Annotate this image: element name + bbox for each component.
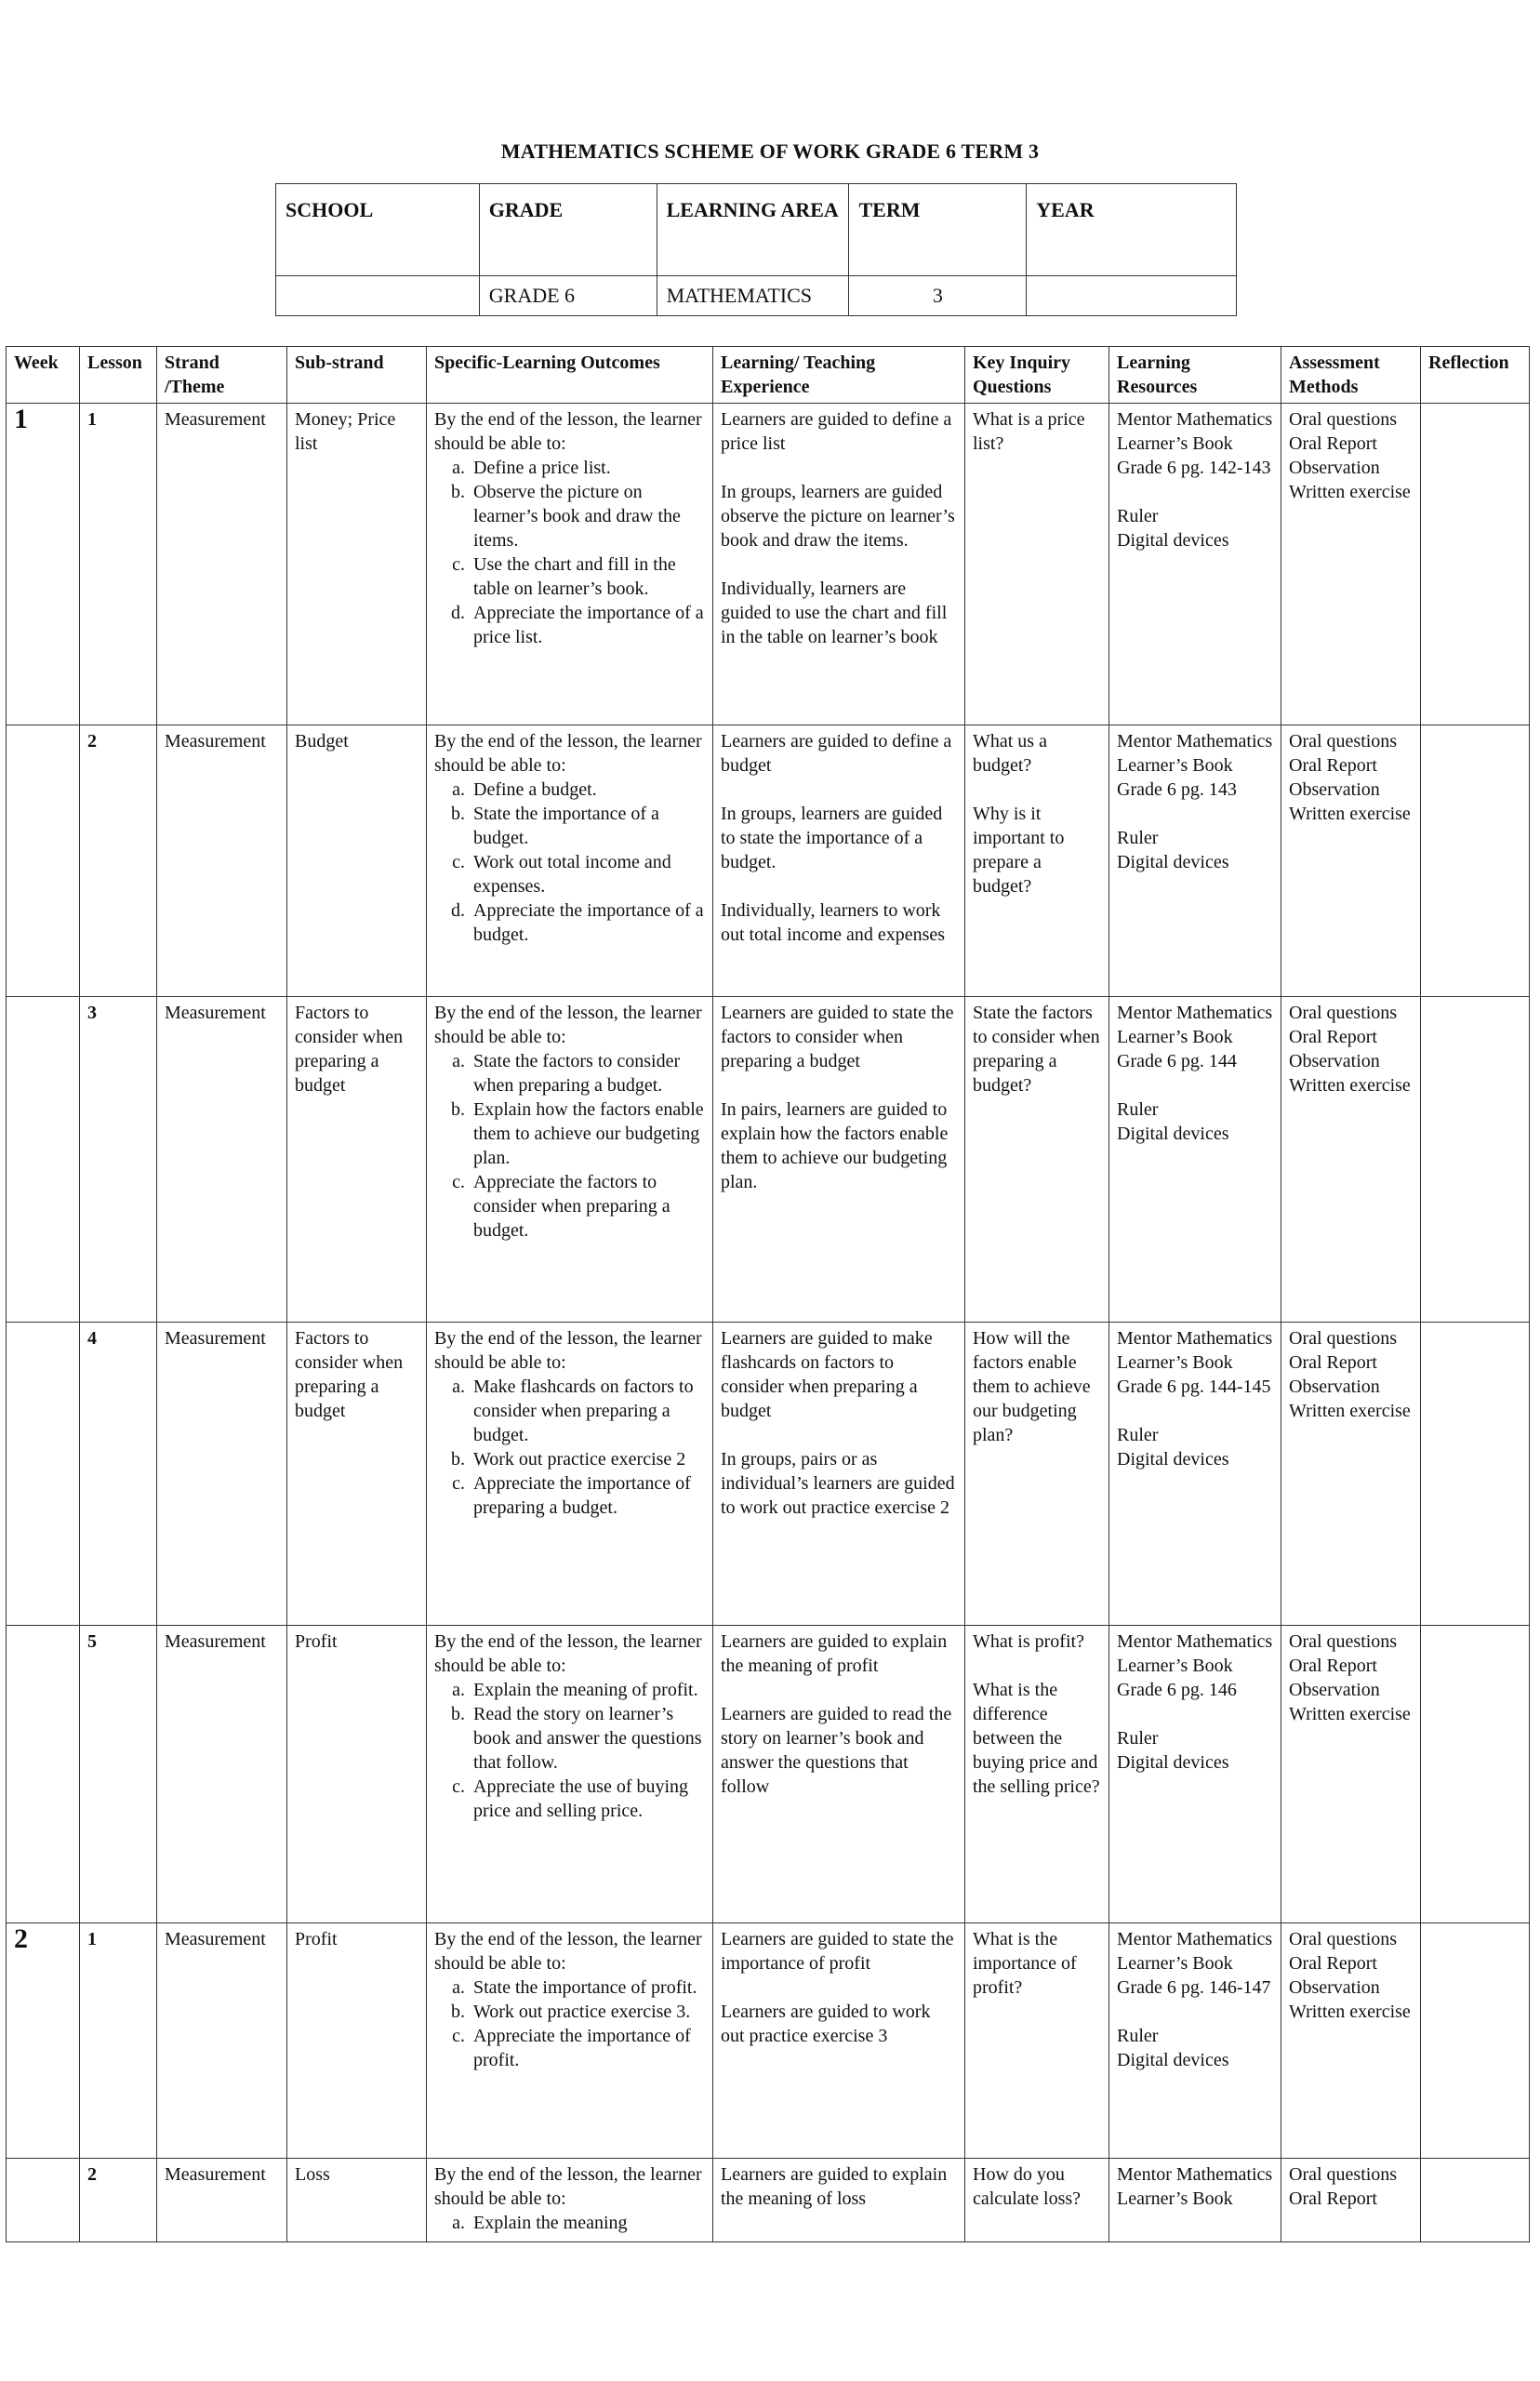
- resource-gap: [1117, 802, 1273, 826]
- assessment-item: Written exercise: [1289, 1401, 1411, 1421]
- outcome-item: a. State the importance of profit.: [470, 1975, 705, 2000]
- resource-item: Mentor Mathematics Learner’s Book Grade 6 pg. 144-145: [1117, 1328, 1273, 1397]
- assessment-item: Observation: [1289, 779, 1380, 800]
- outcomes-intro: By the end of the lesson, the learner should be able to:: [434, 1328, 702, 1373]
- table-row: [7, 1923, 1530, 2159]
- outcome-item: c. Appreciate the importance of preparing a budget.: [470, 1471, 705, 1520]
- strand-cell: Measurement: [157, 725, 287, 997]
- resources-cell: [1109, 1626, 1281, 1923]
- experience-paragraph: Individually, learners are guided to use the chart and fill in the table on learner’s book: [721, 579, 948, 647]
- experience-cell: [713, 2159, 965, 2242]
- week-cell: [7, 997, 80, 1323]
- lesson-cell: 1: [80, 404, 157, 725]
- questions-cell: [965, 997, 1109, 1323]
- strand-cell: Measurement: [157, 404, 287, 725]
- header-table: [275, 183, 1237, 316]
- questions-cell: [965, 725, 1109, 997]
- table-row: [7, 997, 1530, 1323]
- assessment-item: Oral questions: [1289, 1328, 1398, 1349]
- outcomes-cell: [427, 1626, 713, 1923]
- reflection-cell: [1421, 1323, 1530, 1626]
- table-row: [7, 2159, 1530, 2242]
- substrand-cell: Budget: [287, 725, 427, 997]
- assessment-item: Oral Report: [1289, 1027, 1377, 1047]
- questions-cell: [965, 404, 1109, 725]
- experience-paragraph: Individually, learners to work out total income and expenses: [721, 900, 946, 945]
- outcome-item: a. Make flashcards on factors to consider when preparing a budget.: [470, 1375, 705, 1447]
- outcomes-intro: By the end of the lesson, the learner should be able to:: [434, 1631, 702, 1676]
- experience-paragraph: Learners are guided to read the story on learner’s book and answer the questions that follow: [721, 1704, 952, 1797]
- table-row: [7, 1323, 1530, 1626]
- experience-paragraph: Learners are guided to work out practice exercise 3: [721, 2002, 931, 2046]
- assessment-item: Oral Report: [1289, 1352, 1377, 1373]
- outcome-item: c. Use the chart and fill in the table on learner’s book.: [470, 552, 705, 601]
- reflection-cell: [1421, 1923, 1530, 2159]
- resources-cell: [1109, 997, 1281, 1323]
- experience-paragraph: Learners are guided to state the factors to consider when preparing a budget: [721, 1003, 954, 1071]
- resource-item: Digital devices: [1117, 1752, 1229, 1773]
- experience-cell: [713, 1323, 965, 1626]
- header-label-year: YEAR: [1027, 184, 1237, 276]
- outcome-item: a. State the factors to consider when preparing a budget.: [470, 1049, 705, 1097]
- assessment-cell: [1281, 2159, 1421, 2242]
- outcomes-list: [434, 1975, 705, 2072]
- header-value-grade: GRADE 6: [479, 276, 657, 316]
- assessment-cell: [1281, 404, 1421, 725]
- substrand-cell: Loss: [287, 2159, 427, 2242]
- col-header-strand: Strand /Theme: [157, 347, 287, 404]
- col-header-resources: Learning Resources: [1109, 347, 1281, 404]
- substrand-cell: Profit: [287, 1626, 427, 1923]
- outcomes-list: [434, 2211, 705, 2235]
- assessment-cell: [1281, 997, 1421, 1323]
- outcome-item: a. Define a budget.: [470, 778, 705, 802]
- strand-cell: Measurement: [157, 1626, 287, 1923]
- questions-cell: [965, 1923, 1109, 2159]
- col-header-experience: Learning/ Teaching Experience: [713, 347, 965, 404]
- resource-item: Mentor Mathematics Learner’s Book Grade 6 pg. 142-143: [1117, 409, 1273, 478]
- week-cell: [7, 1323, 80, 1626]
- experience-cell: [713, 1923, 965, 2159]
- outcomes-intro: By the end of the lesson, the learner should be able to:: [434, 409, 702, 454]
- outcomes-list: [434, 778, 705, 947]
- table-row: [7, 404, 1530, 725]
- resource-item: Digital devices: [1117, 2050, 1229, 2070]
- reflection-cell: [1421, 404, 1530, 725]
- resource-item: Ruler: [1117, 2026, 1159, 2046]
- week-cell: 1: [7, 404, 80, 725]
- week-cell: 2: [7, 1923, 80, 2159]
- inquiry-question: How do you calculate loss?: [973, 2164, 1082, 2209]
- assessment-item: Oral Report: [1289, 755, 1377, 776]
- experience-paragraph: Learners are guided to define a budget: [721, 731, 952, 776]
- assessment-cell: [1281, 1626, 1421, 1923]
- inquiry-question: State the factors to consider when preparing a budget?: [973, 1003, 1100, 1096]
- week-cell: [7, 1626, 80, 1923]
- assessment-item: Oral questions: [1289, 731, 1398, 752]
- resource-gap: [1117, 480, 1273, 504]
- inquiry-question: What is a price list?: [973, 409, 1085, 454]
- experience-paragraph: Learners are guided to state the importance of profit: [721, 1929, 954, 1974]
- header-value-learning-area: MATHEMATICS: [657, 276, 849, 316]
- outcome-item: b. Observe the picture on learner’s book and draw the items.: [470, 480, 705, 552]
- experience-paragraph: In pairs, learners are guided to explain how the factors enable them to achieve our budgeting plan.: [721, 1099, 949, 1192]
- outcomes-cell: [427, 997, 713, 1323]
- assessment-item: Observation: [1289, 1377, 1380, 1397]
- outcome-item: b. Work out practice exercise 2: [470, 1447, 705, 1471]
- assessment-cell: [1281, 725, 1421, 997]
- inquiry-question: What is the difference between the buying price and the selling price?: [973, 1680, 1100, 1797]
- assessment-item: Oral Report: [1289, 2188, 1377, 2209]
- outcomes-list: [434, 1375, 705, 1520]
- outcomes-intro: By the end of the lesson, the learner should be able to:: [434, 1003, 702, 1047]
- experience-cell: [713, 1626, 965, 1923]
- substrand-cell: Factors to consider when preparing a budget: [287, 997, 427, 1323]
- assessment-item: Oral Report: [1289, 1953, 1377, 1974]
- resources-cell: [1109, 725, 1281, 997]
- outcome-item: a. Explain the meaning of profit.: [470, 1678, 705, 1702]
- header-label-learning-area: LEARNING AREA: [657, 184, 849, 276]
- assessment-item: Written exercise: [1289, 2002, 1411, 2022]
- table-row: [7, 1626, 1530, 1923]
- resources-cell: [1109, 1923, 1281, 2159]
- resource-item: Digital devices: [1117, 1124, 1229, 1144]
- outcomes-cell: [427, 404, 713, 725]
- assessment-item: Oral questions: [1289, 2164, 1398, 2185]
- outcome-item: d. Appreciate the importance of a price list.: [470, 601, 705, 649]
- resources-cell: [1109, 2159, 1281, 2242]
- reflection-cell: [1421, 1626, 1530, 1923]
- outcome-item: b. Read the story on learner’s book and answer the questions that follow.: [470, 1702, 705, 1775]
- inquiry-question: What is the importance of profit?: [973, 1929, 1077, 1998]
- assessment-item: Oral questions: [1289, 1631, 1398, 1652]
- experience-paragraph: Learners are guided to define a price list: [721, 409, 952, 454]
- outcome-item: b. Explain how the factors enable them to achieve our budgeting plan.: [470, 1097, 705, 1170]
- outcomes-cell: [427, 1323, 713, 1626]
- resource-item: Ruler: [1117, 506, 1159, 526]
- reflection-cell: [1421, 2159, 1530, 2242]
- resource-item: Mentor Mathematics Learner’s Book: [1117, 2164, 1273, 2209]
- assessment-item: Oral Report: [1289, 433, 1377, 454]
- outcomes-list: [434, 1678, 705, 1823]
- outcome-item: c. Work out total income and expenses.: [470, 850, 705, 898]
- resource-item: Digital devices: [1117, 852, 1229, 872]
- resources-cell: [1109, 404, 1281, 725]
- inquiry-question: What us a budget?: [973, 731, 1047, 776]
- assessment-item: Oral questions: [1289, 1929, 1398, 1949]
- resource-gap: [1117, 1073, 1273, 1097]
- experience-paragraph: Learners are guided to make flashcards on factors to consider when preparing a budget: [721, 1328, 933, 1421]
- col-header-assessment: Assessment Methods: [1281, 347, 1421, 404]
- table-header-row: [7, 347, 1530, 404]
- inquiry-question: How will the factors enable them to achieve our budgeting plan?: [973, 1328, 1091, 1445]
- experience-cell: [713, 997, 965, 1323]
- week-cell: [7, 725, 80, 997]
- resource-gap: [1117, 1702, 1273, 1726]
- outcomes-list: [434, 456, 705, 649]
- experience-paragraph: In groups, learners are guided to state the importance of a budget.: [721, 804, 943, 872]
- document-title: MATHEMATICS SCHEME OF WORK GRADE 6 TERM 3: [500, 140, 1040, 163]
- questions-cell: [965, 2159, 1109, 2242]
- lesson-cell: 1: [80, 1923, 157, 2159]
- scheme-table: [6, 346, 1530, 2242]
- resource-item: Mentor Mathematics Learner’s Book Grade 6 pg. 146-147: [1117, 1929, 1273, 1998]
- outcomes-intro: By the end of the lesson, the learner should be able to:: [434, 1929, 702, 1974]
- assessment-item: Observation: [1289, 1977, 1380, 1998]
- outcome-item: a. Explain the meaning: [470, 2211, 705, 2235]
- col-header-week: Week: [7, 347, 80, 404]
- header-label-term: TERM: [849, 184, 1027, 276]
- week-cell: [7, 2159, 80, 2242]
- experience-paragraph: In groups, pairs or as individual’s learners are guided to work out practice exercise 2: [721, 1449, 955, 1518]
- col-header-questions: Key Inquiry Questions: [965, 347, 1109, 404]
- assessment-item: Oral questions: [1289, 1003, 1398, 1023]
- resource-item: Ruler: [1117, 828, 1159, 848]
- outcome-item: b. Work out practice exercise 3.: [470, 2000, 705, 2024]
- outcome-item: a. Define a price list.: [470, 456, 705, 480]
- questions-cell: [965, 1323, 1109, 1626]
- substrand-cell: Factors to consider when preparing a budget: [287, 1323, 427, 1626]
- strand-cell: Measurement: [157, 1323, 287, 1626]
- header-value-term: 3: [849, 276, 1027, 316]
- outcome-item: d. Appreciate the importance of a budget.: [470, 898, 705, 947]
- header-value-school: [276, 276, 480, 316]
- lesson-cell: 2: [80, 725, 157, 997]
- outcomes-intro: By the end of the lesson, the learner should be able to:: [434, 2164, 702, 2209]
- assessment-item: Written exercise: [1289, 804, 1411, 824]
- resource-item: Digital devices: [1117, 1449, 1229, 1470]
- col-header-reflection: Reflection: [1421, 347, 1530, 404]
- outcomes-cell: [427, 725, 713, 997]
- col-header-outcomes: Specific-Learning Outcomes: [427, 347, 713, 404]
- resource-gap: [1117, 1399, 1273, 1423]
- col-header-lesson: Lesson: [80, 347, 157, 404]
- assessment-item: Written exercise: [1289, 482, 1411, 502]
- inquiry-question: What is profit?: [973, 1631, 1084, 1652]
- outcomes-intro: By the end of the lesson, the learner should be able to:: [434, 731, 702, 776]
- outcome-item: c. Appreciate the use of buying price and selling price.: [470, 1775, 705, 1823]
- resource-item: Ruler: [1117, 1728, 1159, 1749]
- reflection-cell: [1421, 725, 1530, 997]
- outcomes-cell: [427, 2159, 713, 2242]
- assessment-cell: [1281, 1323, 1421, 1626]
- outcome-item: c. Appreciate the factors to consider when preparing a budget.: [470, 1170, 705, 1243]
- questions-cell: [965, 1626, 1109, 1923]
- resources-cell: [1109, 1323, 1281, 1626]
- outcome-item: b. State the importance of a budget.: [470, 802, 705, 850]
- resource-item: Ruler: [1117, 1099, 1159, 1120]
- scheme-body: [7, 404, 1530, 2242]
- reflection-cell: [1421, 997, 1530, 1323]
- strand-cell: Measurement: [157, 1923, 287, 2159]
- resource-item: Mentor Mathematics Learner’s Book Grade 6 pg. 143: [1117, 731, 1273, 800]
- assessment-item: Observation: [1289, 1680, 1380, 1700]
- assessment-item: Oral Report: [1289, 1656, 1377, 1676]
- assessment-item: Observation: [1289, 1051, 1380, 1071]
- strand-cell: Measurement: [157, 997, 287, 1323]
- resource-item: Mentor Mathematics Learner’s Book Grade 6 pg. 146: [1117, 1631, 1273, 1700]
- experience-cell: [713, 725, 965, 997]
- outcomes-cell: [427, 1923, 713, 2159]
- lesson-cell: 5: [80, 1626, 157, 1923]
- resource-gap: [1117, 2000, 1273, 2024]
- resource-item: Ruler: [1117, 1425, 1159, 1445]
- assessment-item: Written exercise: [1289, 1704, 1411, 1724]
- experience-paragraph: In groups, learners are guided observe the picture on learner’s book and draw the items.: [721, 482, 955, 551]
- assessment-item: Oral questions: [1289, 409, 1398, 430]
- assessment-cell: [1281, 1923, 1421, 2159]
- assessment-item: Observation: [1289, 458, 1380, 478]
- experience-cell: [713, 404, 965, 725]
- substrand-cell: Money; Price list: [287, 404, 427, 725]
- resource-item: Mentor Mathematics Learner’s Book Grade 6 pg. 144: [1117, 1003, 1273, 1071]
- inquiry-question: Why is it important to prepare a budget?: [973, 804, 1065, 897]
- col-header-substrand: Sub-strand: [287, 347, 427, 404]
- outcomes-list: [434, 1049, 705, 1243]
- header-label-grade: GRADE: [479, 184, 657, 276]
- lesson-cell: 4: [80, 1323, 157, 1626]
- header-value-year: [1027, 276, 1237, 316]
- resource-item: Digital devices: [1117, 530, 1229, 551]
- table-row: [7, 725, 1530, 997]
- experience-paragraph: Learners are guided to explain the meaning of profit: [721, 1631, 948, 1676]
- strand-cell: Measurement: [157, 2159, 287, 2242]
- header-label-school: SCHOOL: [276, 184, 480, 276]
- assessment-item: Written exercise: [1289, 1075, 1411, 1096]
- substrand-cell: Profit: [287, 1923, 427, 2159]
- lesson-cell: 2: [80, 2159, 157, 2242]
- experience-paragraph: Learners are guided to explain the meaning of loss: [721, 2164, 948, 2209]
- lesson-cell: 3: [80, 997, 157, 1323]
- outcome-item: c. Appreciate the importance of profit.: [470, 2024, 705, 2072]
